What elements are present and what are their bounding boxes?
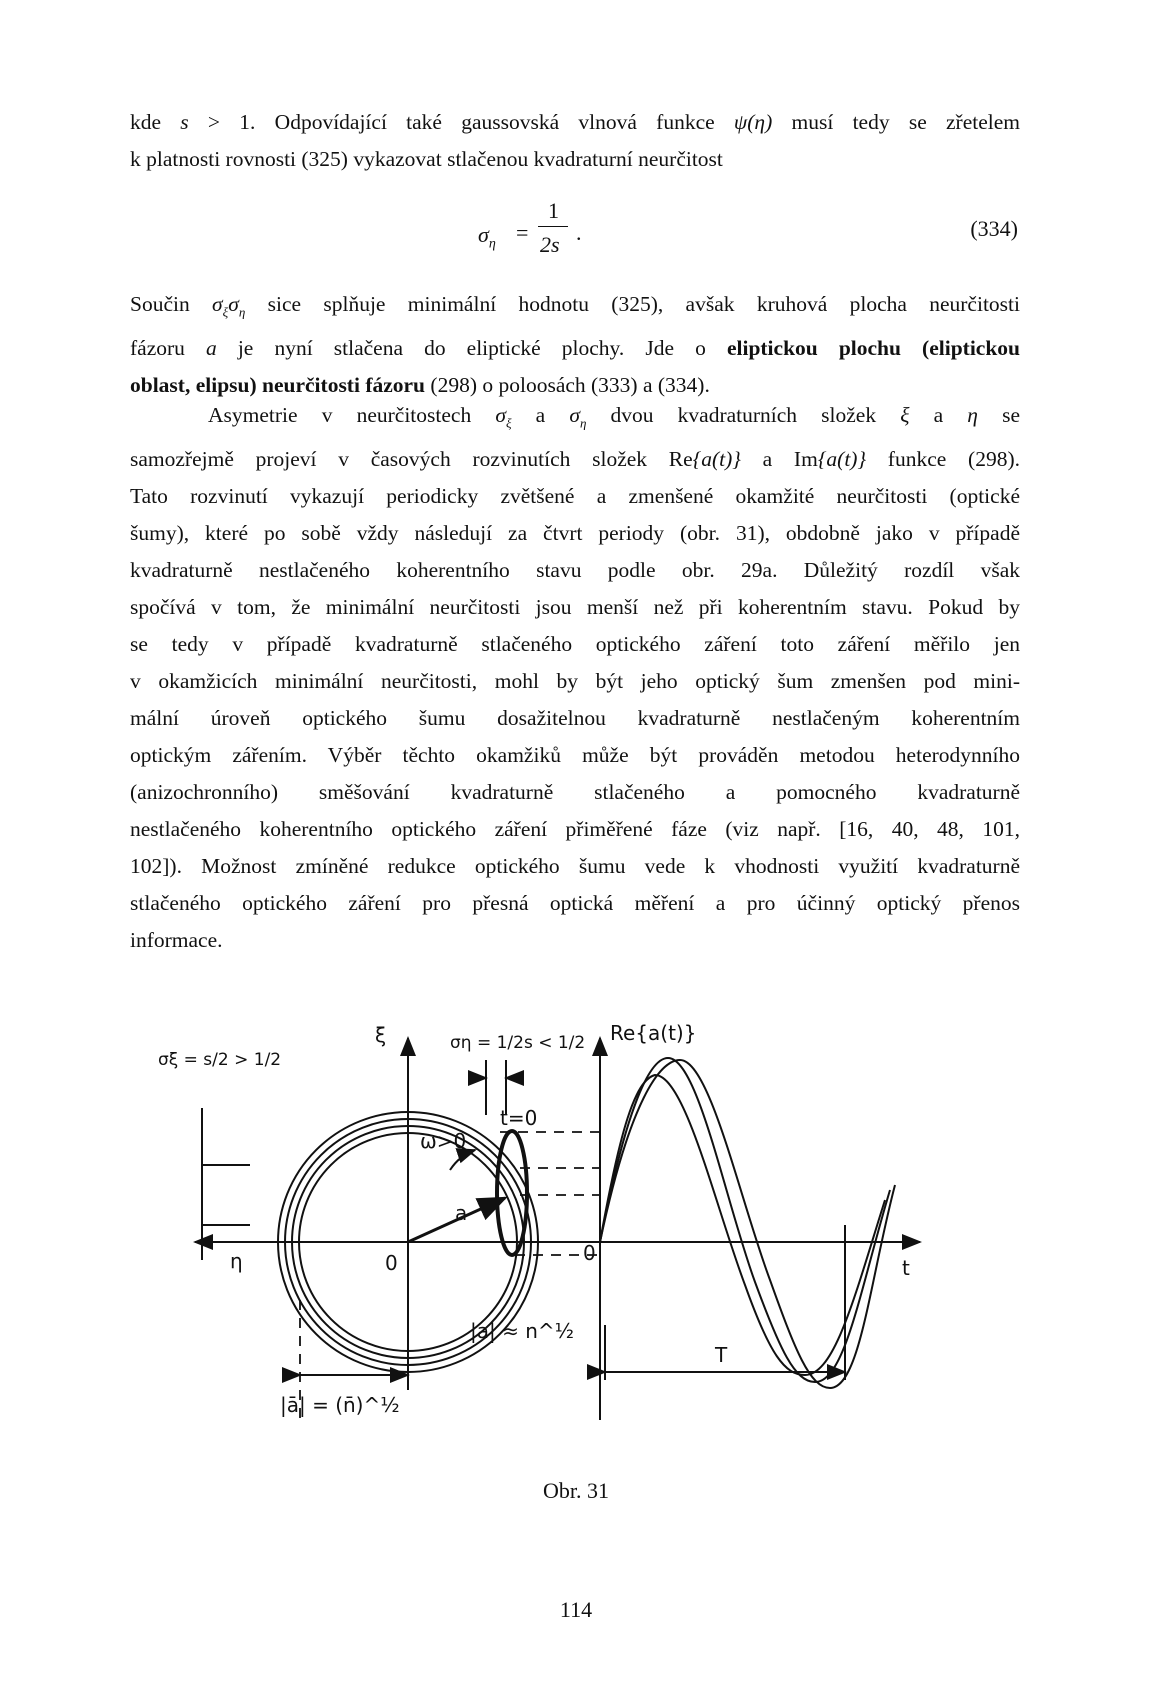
paragraph-3-line-15: informace. bbox=[130, 928, 223, 953]
origin-left-label: 0 bbox=[385, 1251, 398, 1275]
eta-axis-label: η bbox=[230, 1249, 243, 1273]
paragraph-3-line-3: Tato rozvinutí vykazují periodicky zvětšené a zmenšené okamžité neurčitosti (optické bbox=[130, 484, 1020, 509]
paragraph-1-line-2: k platnosti rovnosti (325) vykazovat stlačenou kvadraturní neurčitost bbox=[130, 147, 723, 171]
paragraph-3-line-5: kvadraturně nestlačeného koherentního stavu podle obr. 29a. Důležitý rozdíl však bbox=[130, 558, 1020, 583]
t0-label: t=0 bbox=[500, 1106, 538, 1130]
paragraph-3-line-4: šumy), které po sobě vždy následují za čtvrt periody (obr. 31), obdobně jako v případě bbox=[130, 521, 1020, 546]
uncertainty-ellipse bbox=[497, 1131, 527, 1255]
paragraph-2-line-3: oblast, elipsu) neurčitosti fázoru (298) o poloosách (333) a (334). bbox=[130, 373, 710, 398]
paragraph-3-line-9: mální úroveň optického šumu dosažitelnou kvadraturně nestlačeným koherentním bbox=[130, 706, 1020, 731]
t-axis-label: t bbox=[902, 1256, 910, 1280]
sine-wave-1 bbox=[600, 1060, 895, 1388]
paragraph-3-line-10: optickým zářením. Výběr těchto okamžiků může být prováděn metodou heterodynního bbox=[130, 743, 1020, 768]
paragraph-1 bbox=[130, 104, 1020, 178]
equation-number: (334) bbox=[970, 216, 1018, 241]
figure-31 bbox=[150, 1020, 930, 1440]
paragraph-2-line-2: fázoru a je nyní stlačena do eliptické plochy. Jde o eliptickou plochu (eliptickou bbox=[130, 336, 1021, 361]
paragraph-1-line-1: kde s > 1. Odpovídající také gaussovská vlnová funkce ψ(η) musí tedy se zřetelem bbox=[130, 110, 1020, 134]
paragraph-2 bbox=[130, 286, 1020, 404]
re-axis-label: Re{a(t)} bbox=[610, 1021, 697, 1045]
paragraph-2-line-1: Součin $\sigma_\xi\sigma_\eta$ sice splňuje minimální hodnotu (325), avšak kruhová plocha neurčitosti bbox=[130, 292, 1020, 320]
omega-label: ω>0 bbox=[420, 1129, 467, 1153]
page-number: 114 bbox=[559, 1597, 593, 1622]
paragraph-3-line-13: 102]). Možnost zmíněné redukce optického šumu vede k vhodnosti využití kvadraturně bbox=[130, 854, 1020, 879]
equation-334: $\sigma_\eta$ = 1 2s . (334) bbox=[478, 198, 1018, 257]
paragraph-3-line-12: nestlačeného koherentního optického záření přiměřené fáze (viz např. [16, 40, 48, 101, bbox=[130, 817, 1020, 842]
figure-caption: Obr. 31 bbox=[543, 1478, 609, 1503]
sigma-eta-label: ση = 1/2s < 1/2 bbox=[450, 1033, 586, 1053]
sine-wave-2 bbox=[600, 1058, 890, 1382]
sigma-xi-label: σξ = s/2 > 1/2 bbox=[158, 1050, 282, 1070]
paragraph-3-line-14: stlačeného optického záření pro přesná optická měření a pro účinný optický přenos bbox=[130, 891, 1020, 916]
paragraph-3-line-8: v okamžicích minimální neurčitosti, mohl by být jeho optický šum zmenšen pod mini- bbox=[130, 669, 1020, 694]
xi-axis-label: ξ bbox=[375, 1023, 387, 1047]
period-label: T bbox=[715, 1343, 728, 1367]
sine-wave-3 bbox=[600, 1075, 885, 1375]
paragraph-3 bbox=[130, 397, 1020, 959]
paragraph-3-line-6: spočívá v tom, že minimální neurčitosti jsou menší než při koherentním stavu. Pokud by bbox=[130, 595, 1020, 620]
paragraph-3-line-2: samozřejmě projeví v časových rozvinutích složek Re{a(t)} a Im{a(t)} funkce (298). bbox=[130, 447, 1020, 472]
phasor-label: a bbox=[455, 1201, 468, 1225]
amplitude-label: |a| ≈ n^½ bbox=[470, 1319, 575, 1343]
origin-right-label: 0 bbox=[583, 1241, 596, 1265]
paragraph-3-line-1: Asymetrie v neurčitostech $\sigma_\xi$ a $\sigma_\eta$ dvou kvadraturních složek ξ a η se bbox=[208, 403, 1020, 431]
mean-amplitude-label: |ā| = (n̄)^½ bbox=[280, 1393, 400, 1417]
paragraph-3-line-11: (anizochronního) směšování kvadraturně stlačeného a pomocného kvadraturně bbox=[130, 780, 1020, 805]
paragraph-3-line-7: se tedy v případě kvadraturně stlačeného optického záření toto záření měřilo jen bbox=[130, 632, 1020, 657]
